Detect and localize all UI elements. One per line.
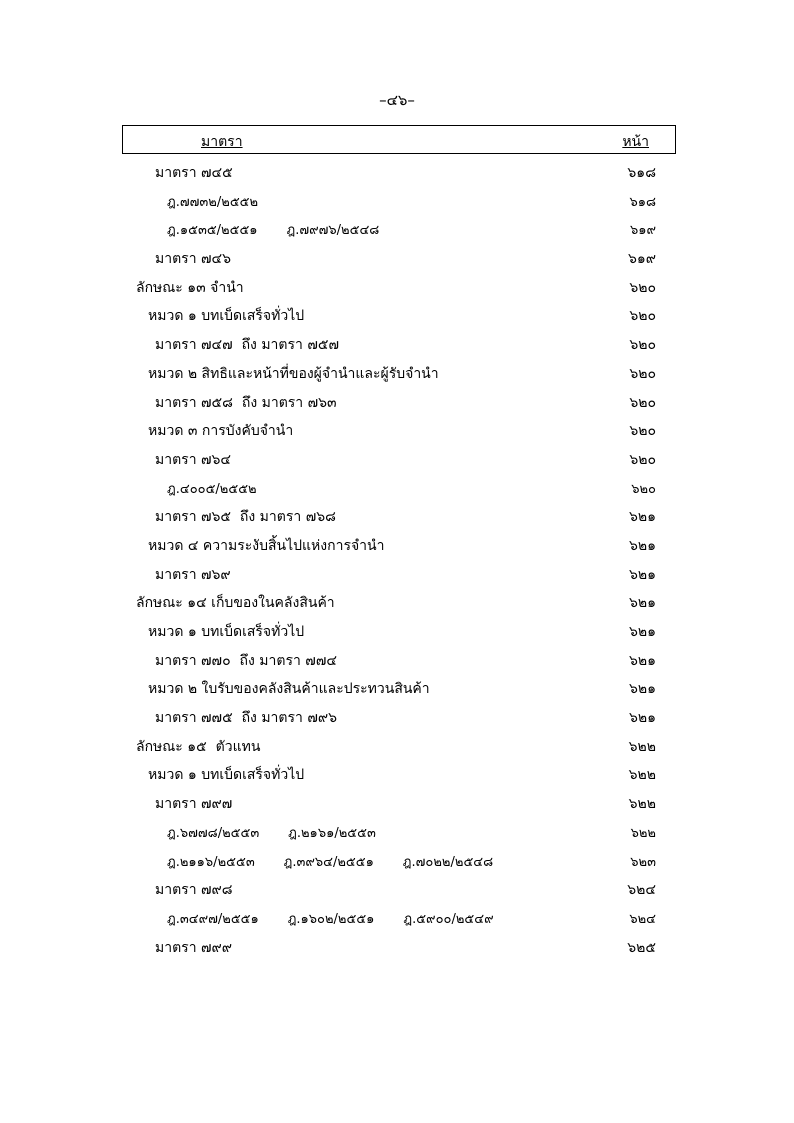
toc-entry — [0, 875, 794, 904]
toc-entry-page: ๖๑๘ — [629, 194, 656, 210]
toc-entry-page: ๖๒๐ — [629, 451, 656, 468]
toc-entry-page: ๖๑๙ — [629, 223, 656, 239]
header-section-label: มาตรา — [201, 134, 243, 150]
toc-entry-text: ลักษณะ ๑๔ เก็บของในคลังสินค้า — [136, 595, 335, 612]
toc-entry-text: มาตรา ๗๗๕ ถึง มาตรา ๗๙๖ — [155, 710, 338, 727]
toc-entry-page: ๖๒๐ — [629, 308, 656, 325]
toc-entry-page: ๖๒๒ — [630, 825, 656, 841]
toc-header — [122, 125, 676, 154]
toc-entry-page: ๖๒๐ — [629, 423, 656, 440]
toc-entry — [0, 502, 794, 531]
toc-entry-text: มาตรา ๗๖๔ — [155, 451, 232, 468]
toc-entry — [0, 330, 794, 359]
toc-entry-text: ฎ.๒๑๑๖/๒๕๕๓ ฎ.๓๙๖๔/๒๕๕๑ ฎ.๗๐๒๒/๒๕๔๘ — [167, 854, 494, 870]
toc-entry-page: ๖๒๑ — [628, 509, 656, 526]
toc-entry — [0, 359, 794, 388]
toc-entry-text: มาตรา ๗๖๙ — [155, 566, 231, 583]
toc-entry-text: ฎ.๓๔๙๗/๒๕๕๑ ฎ.๑๖๐๒/๒๕๕๑ ฎ.๕๙๐๐/๒๕๔๙ — [167, 911, 494, 927]
toc-entry-page: ๖๒๑ — [628, 624, 656, 640]
toc-entry — [0, 703, 794, 732]
toc-entry — [0, 674, 794, 703]
toc-entry-page: ๖๒๔ — [627, 882, 656, 899]
toc-entry-text: หมวด ๑ บทเบ็ดเสร็จทั่วไป — [148, 308, 305, 325]
toc-entry-page: ๖๒๑ — [628, 681, 656, 698]
toc-entry-text: มาตรา ๗๙๘ — [155, 882, 233, 899]
toc-entry-text: ฎ.๖๗๗๘/๒๕๕๓ ฎ.๒๑๖๑/๒๕๕๓ — [167, 825, 376, 841]
toc-entry-text: มาตรา ๗๗๐ ถึง มาตรา ๗๗๔ — [155, 652, 337, 669]
toc-entry-page: ๖๒๔ — [629, 911, 656, 927]
toc-entry-text: ฎ.๗๗๓๒/๒๕๕๒ — [167, 194, 259, 210]
toc-entry-text: มาตรา ๗๕๘ ถึง มาตรา ๗๖๓ — [155, 394, 337, 411]
toc-entry-page: ๖๒๐ — [629, 365, 656, 382]
toc-entry — [0, 158, 794, 187]
toc-entry — [0, 847, 794, 876]
toc-entry-page: ๖๒๕ — [627, 939, 656, 956]
toc-entry — [0, 560, 794, 589]
toc-entry — [0, 215, 794, 244]
toc-entry-text: ลักษณะ ๑๓ จำนำ — [136, 279, 244, 296]
toc-entry-page: ๖๒๑ — [628, 566, 656, 583]
toc-entry-page: ๖๒๐ — [629, 279, 656, 296]
toc-entry — [0, 789, 794, 818]
toc-entry — [0, 416, 794, 445]
toc-entry-page: ๖๒๓ — [630, 854, 656, 870]
toc-entry-text: มาตรา ๗๔๕ — [155, 165, 233, 181]
toc-entry-page: ๖๒๒ — [628, 767, 656, 784]
toc-entry-page: ๖๒๐ — [631, 481, 656, 497]
toc-entry-page: ๖๒๑ — [628, 710, 656, 727]
toc-entry — [0, 531, 794, 560]
toc-entry-page: ๖๒๐ — [629, 337, 656, 354]
toc-entry-text: มาตรา ๗๔๗ ถึง มาตรา ๗๕๗ — [155, 337, 339, 354]
toc-entry-text: หมวด ๒ ใบรับของคลังสินค้าและประทวนสินค้า — [148, 681, 430, 698]
toc-entry — [0, 760, 794, 789]
toc-entry — [0, 388, 794, 417]
toc-entry — [0, 617, 794, 646]
toc-entry-text: หมวด ๑ บทเบ็ดเสร็จทั่วไป — [148, 624, 305, 640]
toc-entry-page: ๖๑๘ — [627, 165, 656, 181]
toc-entry-text: หมวด ๔ ความระงับสิ้นไปแห่งการจำนำ — [148, 537, 385, 554]
toc-entry — [0, 187, 794, 216]
toc-entry-text: มาตรา ๗๙๙ — [155, 939, 233, 956]
toc-entry — [0, 445, 794, 474]
header-page-label: หน้า — [622, 134, 649, 150]
toc-entry — [0, 273, 794, 302]
toc-entry-page: ๖๒๑ — [628, 595, 656, 612]
toc-entry-page: ๖๒๒ — [628, 738, 656, 755]
toc-entry — [0, 933, 794, 962]
toc-entry — [0, 818, 794, 847]
toc-list — [0, 158, 794, 961]
toc-entry — [0, 732, 794, 761]
toc-entry — [0, 301, 794, 330]
toc-entry-text: ลักษณะ ๑๕ ตัวแทน — [136, 738, 261, 755]
toc-entry — [0, 646, 794, 675]
toc-entry-page: ๖๑๙ — [627, 251, 656, 268]
toc-entry-text: มาตรา ๗๙๗ — [155, 796, 233, 813]
toc-entry-text: มาตรา ๗๖๕ ถึง มาตรา ๗๖๘ — [155, 509, 336, 526]
toc-entry-page: ๖๒๑ — [628, 652, 656, 669]
toc-entry-text: ฎ.๑๕๓๕/๒๕๕๑ ฎ.๗๙๗๖/๒๕๔๘ — [167, 223, 380, 239]
toc-entry-text: มาตรา ๗๔๖ — [155, 251, 232, 268]
toc-entry-text: ฎ.๔๐๐๕/๒๕๕๒ — [167, 481, 257, 497]
toc-entry-text: หมวด ๓ การบังคับจำนำ — [148, 423, 294, 440]
toc-entry — [0, 474, 794, 503]
toc-entry-page: ๖๒๒ — [628, 796, 656, 813]
toc-entry-page: ๖๒๐ — [629, 394, 656, 411]
page-number: –๔๖– — [379, 91, 415, 109]
toc-entry-text: หมวด ๒ สิทธิและหน้าที่ของผู้จำนำและผู้รับจำนำ — [148, 365, 439, 382]
toc-entry-page: ๖๒๑ — [628, 537, 656, 554]
toc-entry-text: หมวด ๑ บทเบ็ดเสร็จทั่วไป — [148, 767, 305, 784]
toc-entry — [0, 904, 794, 933]
toc-entry — [0, 244, 794, 273]
toc-entry — [0, 588, 794, 617]
